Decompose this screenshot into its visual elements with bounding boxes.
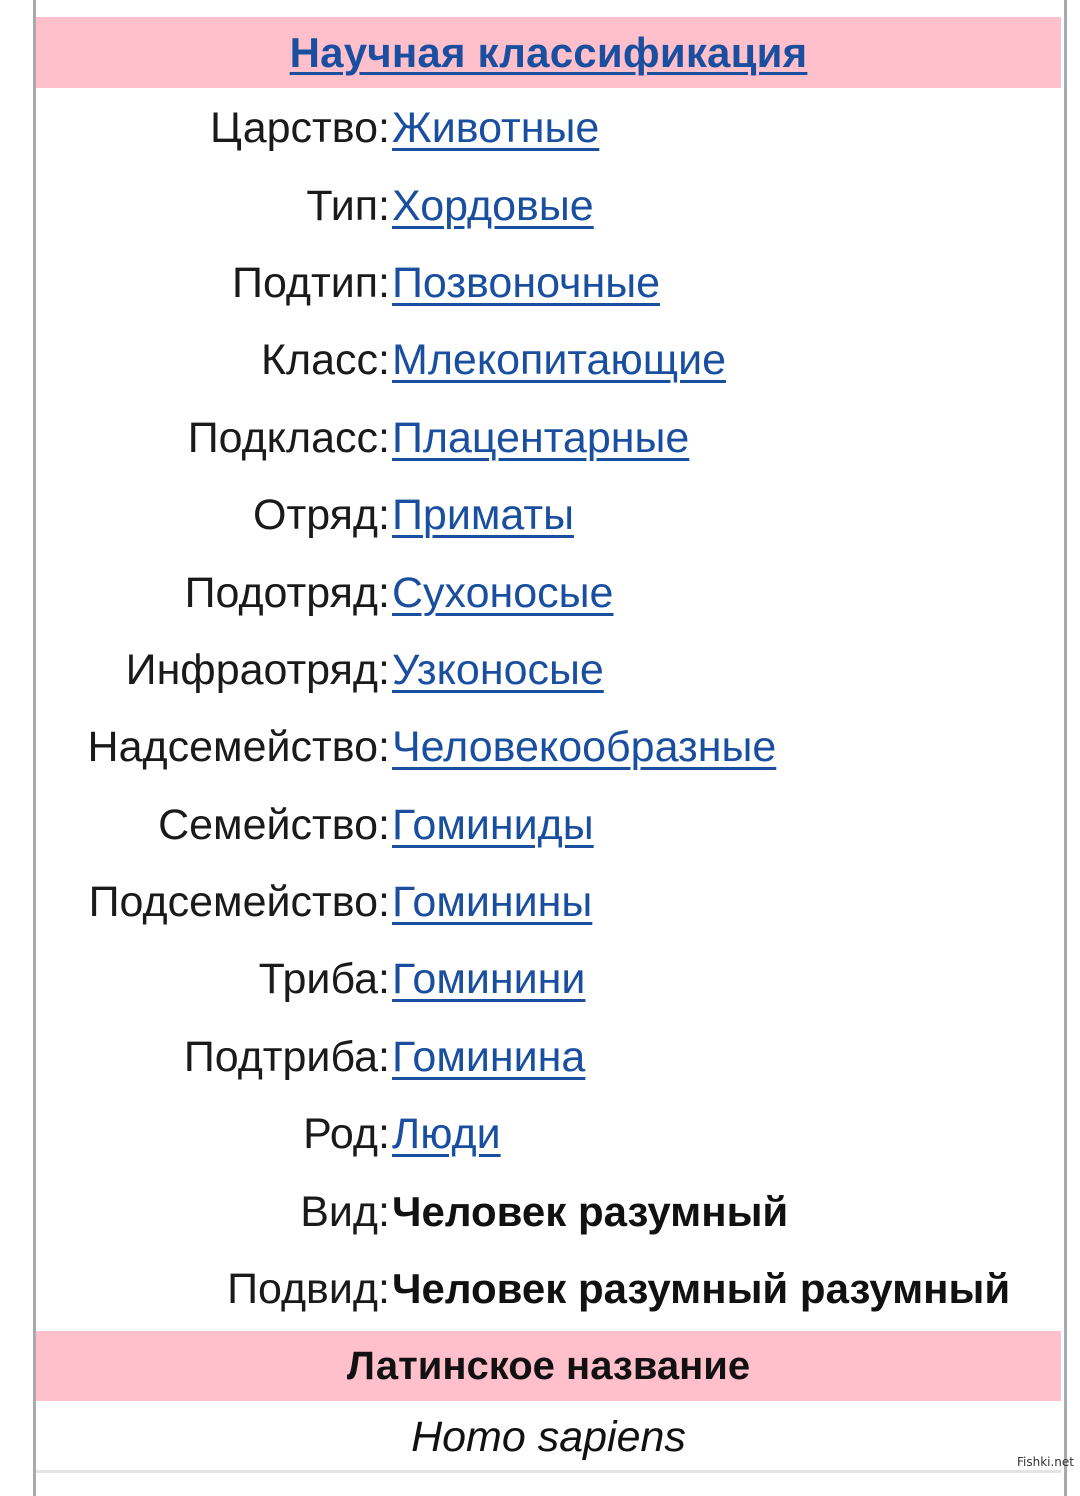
rank-colon: : — [378, 646, 386, 695]
classification-row — [36, 632, 1061, 709]
rank-value-cell — [386, 104, 599, 153]
classification-row — [36, 554, 1061, 631]
classification-row — [36, 400, 1061, 477]
rank-value-cell — [386, 336, 726, 385]
rank-label: Семейство — [36, 801, 378, 850]
rank-label: Отряд — [36, 491, 378, 540]
classification-row — [36, 1019, 1061, 1096]
taxon-link[interactable]: Люди — [392, 1110, 501, 1158]
classification-table — [36, 90, 1061, 1328]
rank-colon: : — [378, 414, 386, 463]
classification-row — [36, 245, 1061, 322]
rank-value-cell — [386, 1265, 1010, 1314]
taxon-link[interactable]: Млекопитающие — [392, 336, 726, 384]
classification-row — [36, 709, 1061, 786]
rank-label: Тип — [36, 182, 378, 231]
infobox-bottom-divider — [36, 1470, 1061, 1473]
rank-label: Царство — [36, 104, 378, 153]
rank-label: Подтип — [36, 259, 378, 308]
taxon-link[interactable]: Сухоносые — [392, 569, 613, 617]
taxon-link[interactable]: Приматы — [392, 491, 574, 539]
taxon-link[interactable]: Хордовые — [392, 182, 594, 230]
rank-label: Подсемейство — [36, 878, 378, 927]
classification-row — [36, 1251, 1061, 1328]
rank-colon: : — [378, 723, 386, 772]
classification-row — [36, 90, 1061, 167]
taxon-link[interactable]: Животные — [392, 104, 599, 152]
classification-row — [36, 1096, 1061, 1173]
taxon-link[interactable]: Плацентарные — [392, 414, 689, 462]
classification-row — [36, 477, 1061, 554]
rank-label: Триба — [36, 955, 378, 1004]
taxon-link[interactable]: Человекообразные — [392, 723, 776, 771]
rank-value-cell — [386, 1033, 585, 1082]
rank-value-cell — [386, 1188, 788, 1237]
rank-colon: : — [378, 801, 386, 850]
taxon-name: Человек разумный — [392, 1188, 788, 1235]
rank-value-cell — [386, 955, 585, 1004]
rank-value-cell — [386, 1110, 501, 1159]
taxon-link[interactable]: Гоминини — [392, 955, 585, 1003]
taxon-link[interactable]: Гоминиды — [392, 801, 594, 849]
rank-label: Класс — [36, 336, 378, 385]
rank-value-cell — [386, 723, 776, 772]
rank-label: Инфраотряд — [36, 646, 378, 695]
rank-value-cell — [386, 491, 574, 540]
rank-value-cell — [386, 259, 660, 308]
rank-label: Род — [36, 1110, 378, 1159]
rank-label: Вид — [36, 1188, 378, 1237]
rank-colon: : — [378, 878, 386, 927]
classification-row — [36, 941, 1061, 1018]
classification-row — [36, 1173, 1061, 1250]
rank-value-cell — [386, 569, 613, 618]
classification-row — [36, 787, 1061, 864]
classification-header — [36, 17, 1061, 88]
rank-label: Подтриба — [36, 1033, 378, 1082]
rank-value-cell — [386, 646, 604, 695]
rank-value-cell — [386, 182, 594, 231]
rank-colon: : — [378, 955, 386, 1004]
latin-name-heading: Латинское название — [347, 1344, 750, 1389]
latin-name-header — [36, 1331, 1061, 1401]
classification-row — [36, 322, 1061, 399]
rank-colon: : — [378, 1188, 386, 1237]
rank-colon: : — [378, 569, 386, 618]
rank-colon: : — [378, 182, 386, 231]
rank-label: Подкласс — [36, 414, 378, 463]
taxon-link[interactable]: Узконосые — [392, 646, 604, 694]
rank-label: Подотряд — [36, 569, 378, 618]
rank-label: Надсемейство — [36, 723, 378, 772]
latin-name-value: Homo sapiens — [36, 1405, 1061, 1470]
rank-colon: : — [378, 104, 386, 153]
classification-row — [36, 167, 1061, 244]
watermark: Fishki.net — [1017, 1455, 1074, 1469]
classification-title-link[interactable]: Научная классификация — [290, 29, 808, 77]
rank-colon: : — [378, 259, 386, 308]
rank-colon: : — [378, 1265, 386, 1314]
rank-colon: : — [378, 1033, 386, 1082]
rank-label: Подвид — [36, 1265, 378, 1314]
rank-value-cell — [386, 414, 689, 463]
taxon-link[interactable]: Гоминина — [392, 1033, 585, 1081]
taxon-link[interactable]: Гоминины — [392, 878, 592, 926]
classification-row — [36, 864, 1061, 941]
rank-colon: : — [378, 336, 386, 385]
rank-colon: : — [378, 491, 386, 540]
rank-value-cell — [386, 801, 594, 850]
rank-value-cell — [386, 878, 592, 927]
taxon-name: Человек разумный разумный — [392, 1265, 1010, 1312]
rank-colon: : — [378, 1110, 386, 1159]
taxon-link[interactable]: Позвоночные — [392, 259, 660, 307]
